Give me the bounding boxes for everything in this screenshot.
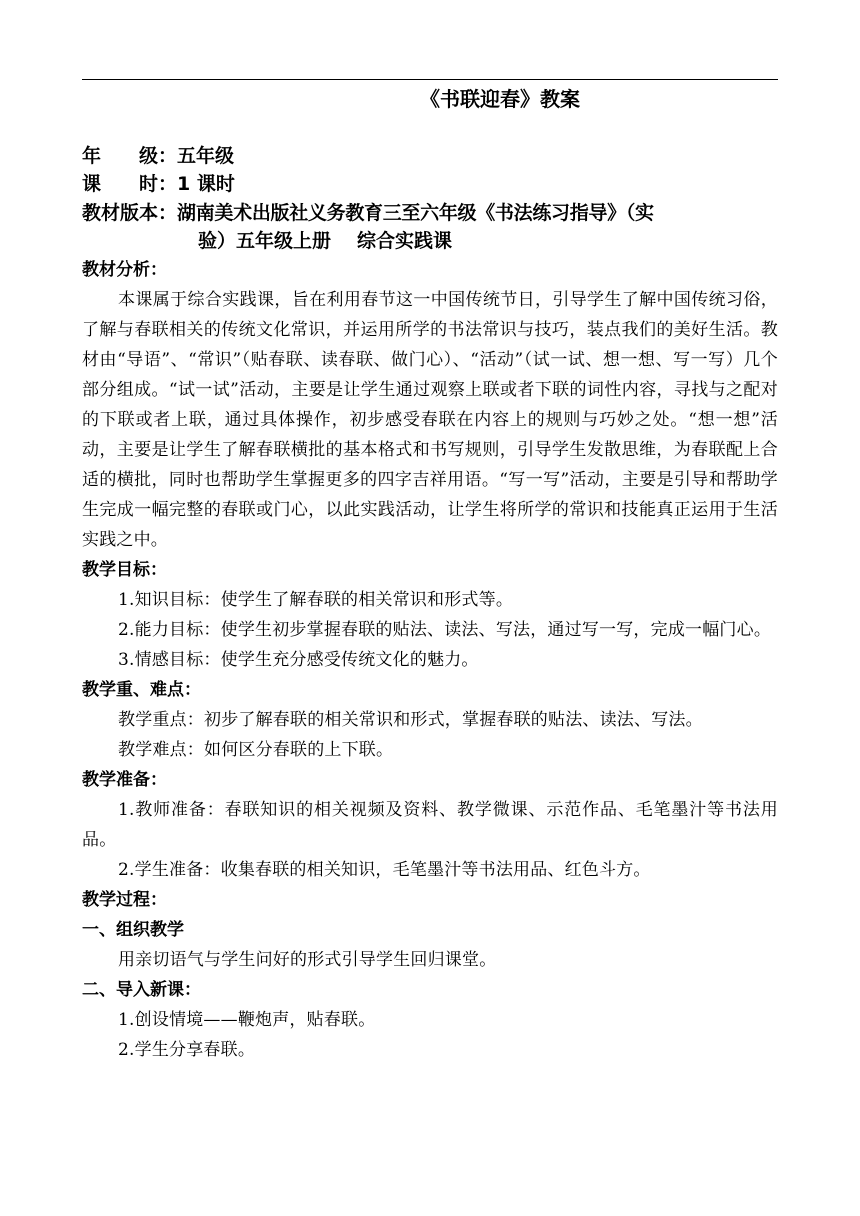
meta-grade-key: 年 级： xyxy=(82,145,178,167)
goal-item: 3.情感目标：使学生充分感受传统文化的魅力。 xyxy=(118,650,479,670)
analysis-heading: 教材分析： xyxy=(82,260,167,280)
keypoints-heading: 教学重、难点： xyxy=(82,680,201,700)
meta-hours-value: 1 课时 xyxy=(177,173,235,195)
meta-hours xyxy=(82,170,235,198)
process-section-2-heading: 二、导入新课： xyxy=(82,980,201,1000)
process-heading: 教学过程： xyxy=(82,890,167,910)
prep-item: 1.教师准备：春联知识的相关视频及资料、教学微课、示范作品、毛笔墨汁等书法用品。 xyxy=(82,800,778,850)
header-rule xyxy=(82,79,778,80)
meta-grade-value: 五年级 xyxy=(177,145,235,167)
prep-item: 2.学生准备：收集春联的相关知识，毛笔墨汁等书法用品、红色斗方。 xyxy=(118,860,651,880)
process-section-2-item: 2.学生分享春联。 xyxy=(118,1040,256,1060)
meta-edition-value-line2b: 综合实践课 xyxy=(357,230,453,252)
keypoint-item: 教学难点：如何区分春联的上下联。 xyxy=(118,740,394,760)
document-body xyxy=(82,255,778,1065)
document-title: 《书联迎春》教案 xyxy=(420,87,580,111)
meta-grade xyxy=(82,142,234,170)
process-section-1-body: 用亲切语气与学生问好的形式引导学生回归课堂。 xyxy=(118,950,497,970)
goal-item: 2.能力目标：使学生初步掌握春联的贴法、读法、写法，通过写一写，完成一幅门心。 xyxy=(118,620,772,640)
process-section-1-heading: 一、组织教学 xyxy=(82,920,184,940)
meta-edition-line2 xyxy=(198,227,452,255)
meta-edition-key: 教材版本： xyxy=(82,202,178,224)
goals-heading: 教学目标： xyxy=(82,560,167,580)
process-section-2-item: 1.创设情境——鞭炮声，贴春联。 xyxy=(118,1010,376,1030)
analysis-paragraph: 本课属于综合实践课，旨在利用春节这一中国传统节日，引导学生了解中国传统习俗，了解与春联相关的传统文化常识，并运用所学的书法常识与技巧，装点我们的美好生活。教材由“导语”、“常识”（贴春联、读春联、做门心）、“活动”（试一试、想一想、写一写）几个部分组成。“试一试”活动，主要是让学生通过观察上联或者下联的词性内容，寻找与之配对的下联或者上联，通过具体操作，初步感受春联在内容上的规则与巧妙之处。“想一想”活动，主要是让学生了解春联横批的基本格式和书写规则，引导学生发散思维，为春联配上合适的横批，同时也帮助学生掌握更多的四字吉祥用语。“写一写”活动，主要是引导和帮助学生完成一幅完整的春联或门心，以此实践活动，让学生将所学的常识和技能真正运用于生活实践之中。 xyxy=(82,290,778,550)
goal-item: 1.知识目标：使学生了解春联的相关常识和形式等。 xyxy=(118,590,514,610)
meta-edition xyxy=(82,199,782,227)
meta-edition-value-line2a: 验）五年级上册 xyxy=(198,230,332,252)
meta-hours-key: 课 时： xyxy=(82,173,178,195)
meta-edition-value-line1: 湖南美术出版社义务教育三至六年级《书法练习指导》（实 xyxy=(177,202,654,224)
keypoint-item: 教学重点：初步了解春联的相关常识和形式，掌握春联的贴法、读法、写法。 xyxy=(118,710,703,730)
prep-heading: 教学准备： xyxy=(82,770,167,790)
